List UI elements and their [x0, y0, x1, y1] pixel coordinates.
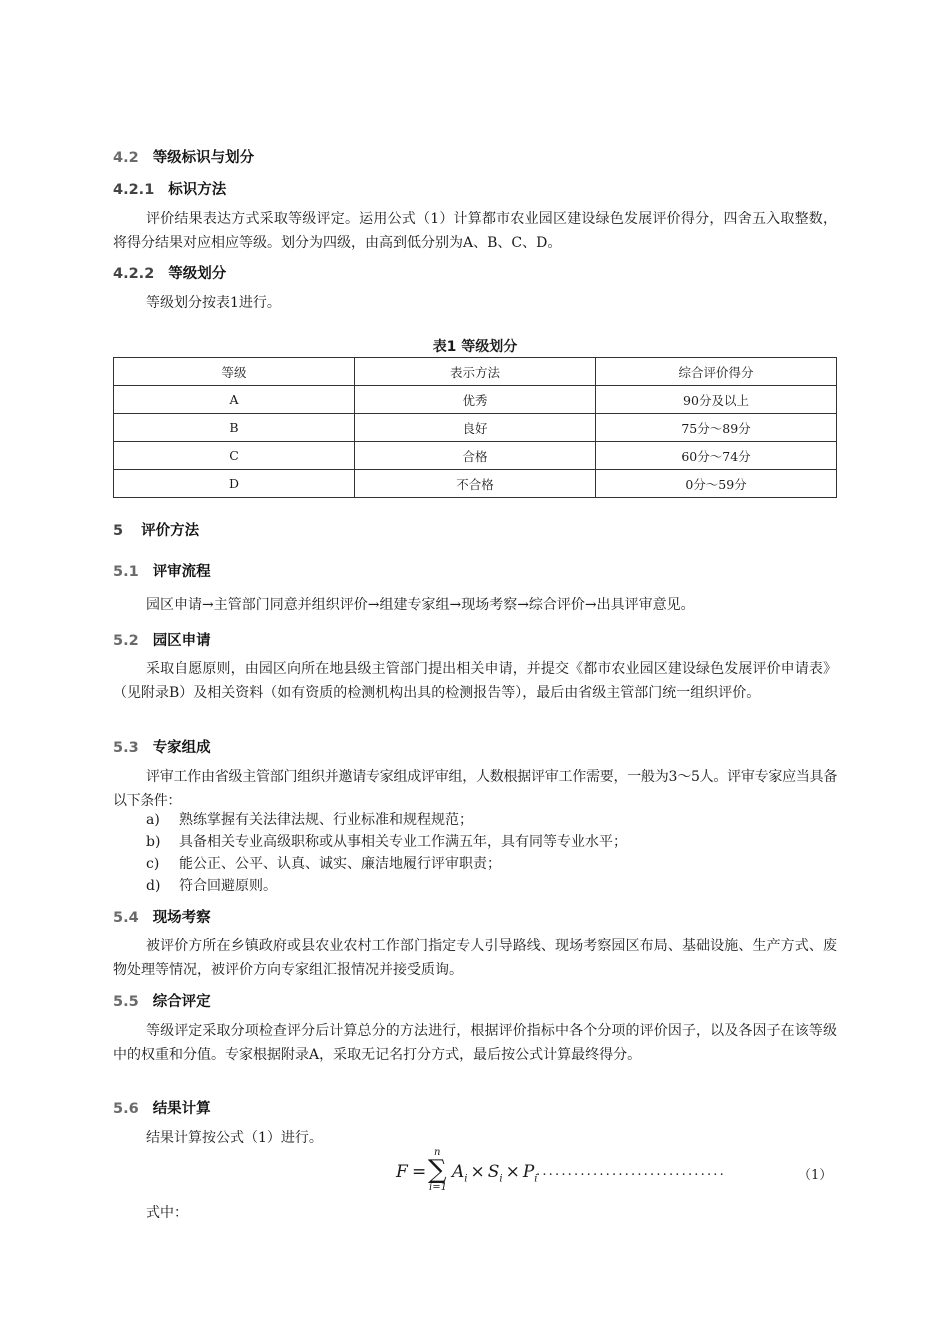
- section-heading-5-6: [113, 1097, 211, 1118]
- table-cell: 不合格: [355, 470, 596, 498]
- term-p: P: [522, 1162, 535, 1182]
- formula-leader-dots: ..............................: [536, 1164, 726, 1179]
- list-item: [146, 830, 627, 854]
- section-number: 5.2: [113, 633, 139, 649]
- section-title: 专家组成: [152, 740, 211, 756]
- section-number: 5.1: [113, 564, 139, 580]
- list-item: [146, 852, 501, 876]
- term-s: S: [487, 1162, 500, 1182]
- paragraph-5-5: 等级评定采取分项检查评分后计算总分的方法进行，根据评价指标中各个分项的评价因子，以及各因子在该等级中的权重和分值。专家根据附录A，采取无记名打分方式，最后按公式计算最终得分。: [113, 1023, 837, 1063]
- paragraph-5-4: 被评价方所在乡镇政府或县农业农村工作部门指定专人引导路线、现场考察园区布局、基础设施、生产方式、废物处理等情况，被评价方向专家组汇报情况并接受质询。: [113, 938, 837, 978]
- table-header-cell: 表示方法: [355, 358, 596, 386]
- list-marker: b): [146, 834, 161, 850]
- formula-number: （1）: [798, 1168, 833, 1183]
- term-a: A: [452, 1162, 465, 1182]
- table-cell: 90分及以上: [596, 386, 837, 414]
- list-marker: d): [146, 878, 161, 894]
- table-cell: D: [114, 470, 355, 498]
- table-caption: 表1 等级划分: [432, 339, 518, 355]
- section-heading-5-2: [113, 629, 211, 650]
- table-cell: 75分～89分: [596, 414, 837, 442]
- section-title: 等级划分: [168, 266, 227, 282]
- list-marker: a): [146, 812, 160, 828]
- section-title: 综合评定: [152, 994, 211, 1010]
- section-heading-5-3: [113, 736, 211, 757]
- section-title: 现场考察: [152, 910, 211, 926]
- table-cell: 60分～74分: [596, 442, 837, 470]
- list-marker: c): [146, 856, 160, 872]
- term-p-sub: i: [534, 1173, 538, 1185]
- section-heading-5-1: [113, 560, 211, 581]
- table-cell: 良好: [355, 414, 596, 442]
- section-heading-4-2-1: [113, 178, 226, 199]
- where-label: 式中：: [146, 1205, 188, 1221]
- table-cell: 优秀: [355, 386, 596, 414]
- paragraph-5-3: 评审工作由省级主管部门组织并邀请专家组成评审组，人数根据评审工作需要，一般为3～5人。评审专家应当具备以下条件：: [113, 769, 837, 809]
- formula-1: [396, 1147, 836, 1206]
- table-cell: C: [114, 442, 355, 470]
- table-row: [114, 414, 837, 442]
- section-number: 4.2.2: [113, 266, 155, 282]
- section-number: 5.4: [113, 910, 139, 926]
- list-text: 符合回避原则。: [179, 878, 277, 894]
- formula-lhs: F: [396, 1162, 408, 1182]
- section-number: 5.6: [113, 1101, 139, 1117]
- list-text: 具备相关专业高级职称或从事相关专业工作满五年，具有同等专业水平；: [179, 834, 627, 850]
- term-a-sub: i: [464, 1173, 468, 1185]
- section-number: 5: [113, 523, 124, 539]
- times-sign: ×: [505, 1162, 520, 1182]
- list-text: 能公正、公平、认真、诚实、廉洁地履行评审职责；: [179, 856, 501, 872]
- table-cell: 合格: [355, 442, 596, 470]
- list-item: [146, 808, 473, 832]
- paragraph-5-6: 结果计算按公式（1）进行。: [146, 1130, 323, 1146]
- table-cell: A: [114, 386, 355, 414]
- times-sign: ×: [470, 1162, 485, 1182]
- section-number: 5.3: [113, 740, 139, 756]
- term-s-sub: i: [499, 1173, 503, 1185]
- sum-lower-limit: i=1: [429, 1182, 447, 1193]
- table-header-row: [114, 358, 837, 386]
- sum-upper-limit: n: [434, 1147, 441, 1158]
- section-number: 4.2.1: [113, 182, 155, 198]
- paragraph-4-2-1: 评价结果表达方式采取等级评定。运用公式（1）计算都市农业园区建设绿色发展评价得分，四舍五入取整数，将得分结果对应相应等级。划分为四级，由高到低分别为A、B、C、D。: [113, 211, 837, 251]
- section-number: 5.5: [113, 994, 139, 1010]
- section-title: 结果计算: [152, 1101, 211, 1117]
- section-title: 标识方法: [168, 182, 227, 198]
- paragraph-4-2-2: 等级划分按表1进行。: [146, 295, 281, 311]
- section-title: 评审流程: [152, 564, 211, 580]
- table-row: [114, 442, 837, 470]
- list-text: 熟练掌握有关法律法规、行业标准和规程规范；: [179, 812, 473, 828]
- table-cell: 0分～59分: [596, 470, 837, 498]
- sum-symbol: ∑: [428, 1155, 447, 1185]
- grade-table: [113, 357, 837, 498]
- section-title: 评价方法: [141, 523, 200, 539]
- section-heading-5-5: [113, 990, 211, 1011]
- section-heading-4-2: [113, 146, 254, 167]
- table-row: [114, 386, 837, 414]
- list-item: [146, 874, 277, 898]
- section-heading-5: [113, 519, 199, 540]
- formula-equals: =: [412, 1162, 427, 1182]
- section-heading-5-4: [113, 906, 211, 927]
- table-header-cell: 综合评价得分: [596, 358, 837, 386]
- section-heading-4-2-2: [113, 262, 226, 283]
- section-title: 等级标识与划分: [152, 150, 255, 166]
- table-row: [114, 470, 837, 498]
- section-title: 园区申请: [152, 633, 211, 649]
- section-number: 4.2: [113, 150, 139, 166]
- paragraph-5-1: 园区申请→主管部门同意并组织评价→组建专家组→现场考察→综合评价→出具评审意见。: [146, 597, 695, 613]
- table-cell: B: [114, 414, 355, 442]
- formula-terms: [452, 1162, 538, 1184]
- paragraph-5-2: 采取自愿原则，由园区向所在地县级主管部门提出相关申请，并提交《都市农业园区建设绿色发展评价申请表》（见附录B）及相关资料（如有资质的检测机构出具的检测报告等），最后由省级主管部门统一组织评价。: [113, 661, 837, 701]
- table-header-cell: 等级: [114, 358, 355, 386]
